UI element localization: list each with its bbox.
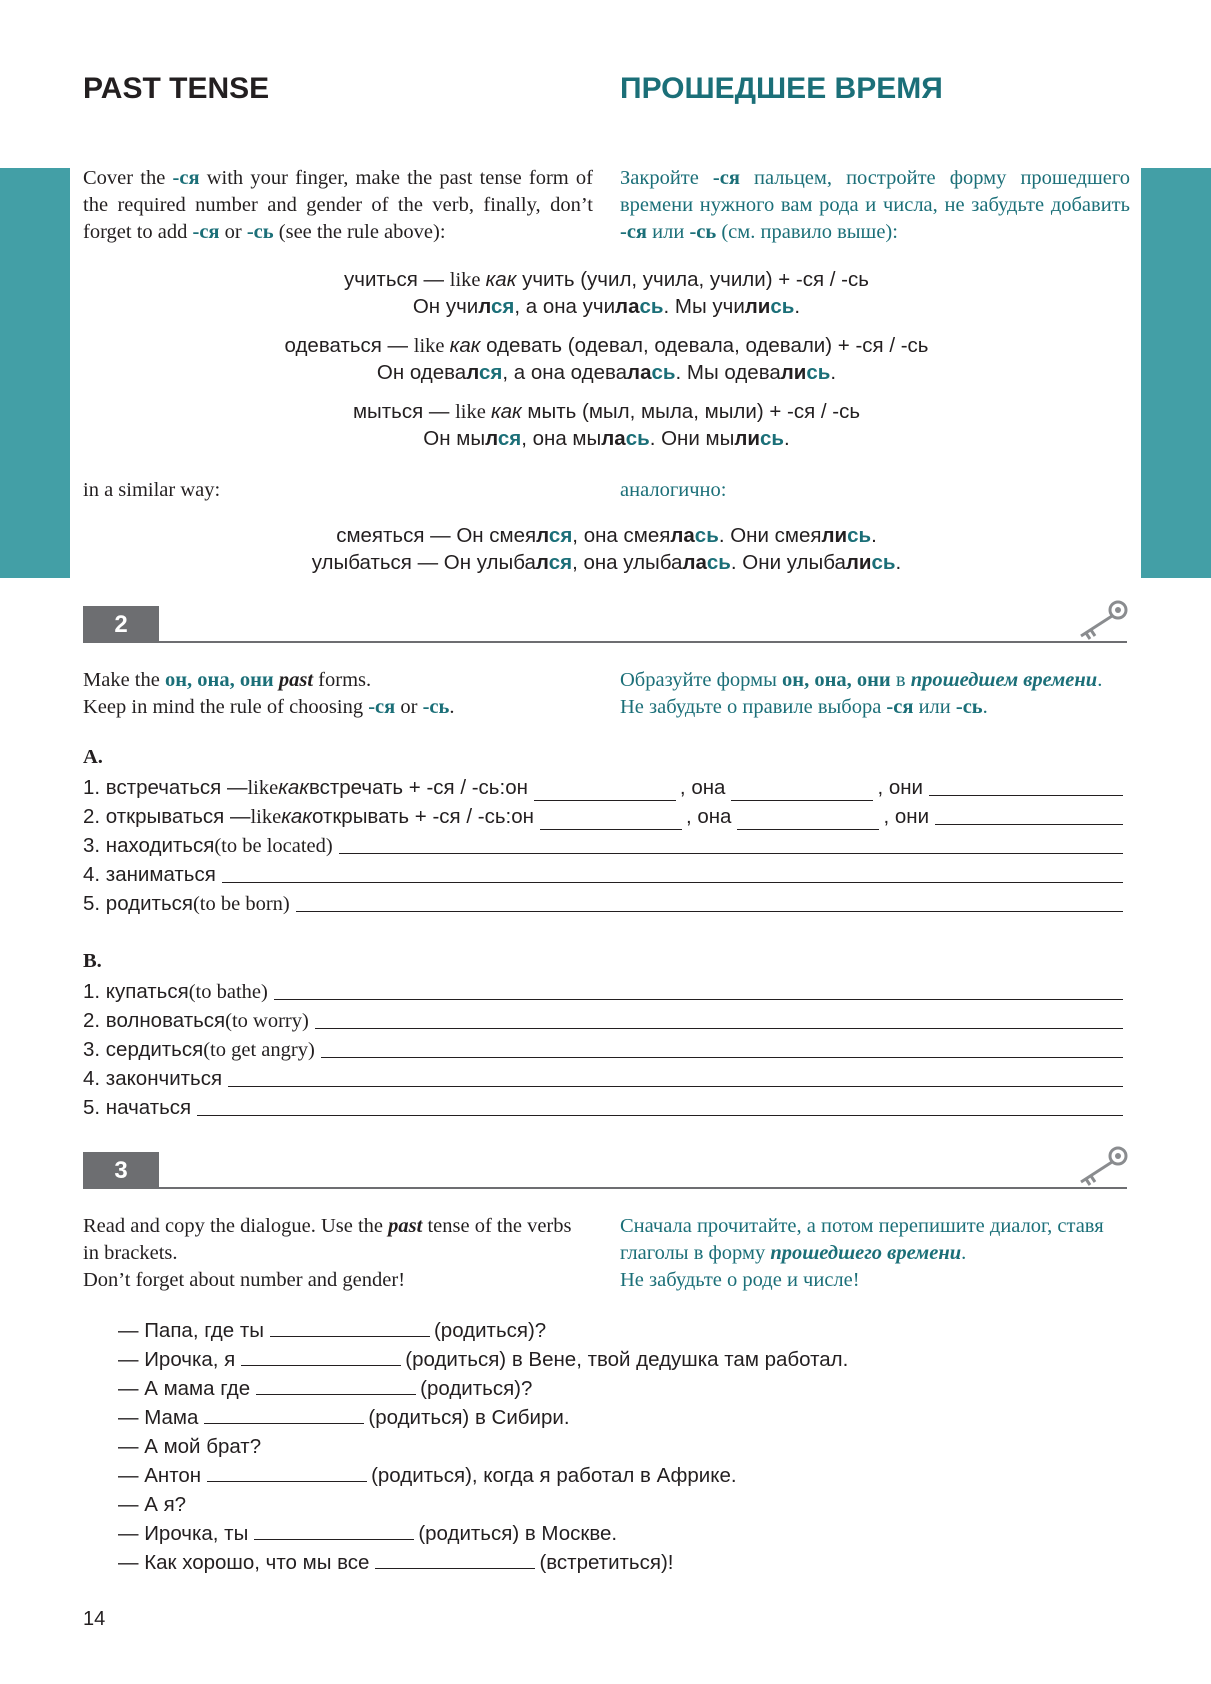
example-forms-3: Он мылся, она мылась. Они мылись. [423, 427, 790, 450]
answer-line[interactable] [228, 1086, 1123, 1087]
part-b-item-4: 4. закончиться [83, 1066, 1123, 1092]
dialogue-line: — Мама (родиться) в Сибири. [118, 1406, 570, 1429]
dialogue-line: — Ирочка, ты (родиться) в Москве. [118, 1522, 618, 1545]
exercise-divider [159, 641, 1127, 643]
example-rule-2: одеваться — like как одевать (одевал, одевала, одевали) + -ся / -сь [284, 334, 929, 357]
part-b-item-5: 5. начаться [83, 1095, 1123, 1121]
answer-line[interactable] [929, 795, 1123, 796]
decorative-band-right [1141, 168, 1211, 578]
exercise-number-3: 3 [83, 1152, 159, 1189]
example-rule-1: учиться — like как учить (учил, учила, учили) + -ся / -сь [344, 268, 869, 291]
answer-blank[interactable] [540, 829, 682, 830]
answer-blank[interactable] [207, 1481, 367, 1482]
answer-blank[interactable] [204, 1423, 364, 1424]
answer-blank[interactable] [270, 1336, 430, 1337]
answer-line[interactable] [935, 824, 1123, 825]
answer-blank[interactable] [375, 1568, 535, 1569]
dialogue-line: — А я? [118, 1493, 187, 1516]
exercise-divider [159, 1187, 1127, 1189]
answer-blank[interactable] [737, 829, 879, 830]
example-forms-2: Он одевался, а она одевалась. Мы одевались. [376, 361, 837, 384]
example-forms-1: Он учился, а она училась. Мы учились. [412, 295, 801, 318]
key-icon [1075, 1144, 1131, 1188]
answer-blank[interactable] [534, 800, 676, 801]
ex2-instruction-en: Make the он, она, они past forms. Keep in mind the rule of choosing -ся or -сь. [83, 669, 455, 718]
answer-blank[interactable] [256, 1394, 416, 1395]
part-a-item-3: 3. находиться (to be located) [83, 833, 1123, 859]
part-b-label: B. [83, 950, 102, 972]
part-a-item-4: 4. заниматься [83, 862, 1123, 888]
ex3-instruction-en: Read and copy the dialogue. Use the past tense of the verbs in brackets. Don’t forget about number and gender! [83, 1215, 572, 1291]
answer-line[interactable] [296, 911, 1123, 912]
answer-blank[interactable] [241, 1365, 401, 1366]
answer-blank[interactable] [254, 1539, 414, 1540]
dialogue-line: — Антон (родиться), когда я работал в Африке. [118, 1464, 737, 1487]
answer-line[interactable] [315, 1028, 1123, 1029]
page-number: 14 [83, 1608, 106, 1630]
similar-example-1: смеяться — Он смеялся, она смеялась. Они смеялись. [336, 524, 877, 547]
dialogue-line: — Как хорошо, что мы все (встретиться)! [118, 1551, 674, 1574]
part-b-item-2: 2. волноваться (to worry) [83, 1008, 1123, 1034]
part-a-label: A. [83, 746, 103, 768]
intro-en: Cover the -ся with your finger, make the past tense form of the required number and gender of the verb, finally, don’t forget to add -ся or -сь (see the rule above): [83, 167, 593, 243]
similar-label-ru: аналогично: [620, 479, 727, 501]
similar-example-2: улыбаться — Он улыбался, она улыбалась. Они улыбались. [311, 551, 902, 574]
ex2-instruction-ru: Образуйте формы он, она, они в прошедшем времени. Не забудьте о правиле выбора -ся или -сь. [620, 669, 1103, 718]
decorative-band-left [0, 168, 70, 578]
part-b-item-1: 1. купаться (to bathe) [83, 979, 1123, 1005]
answer-line[interactable] [197, 1115, 1123, 1116]
answer-line[interactable] [321, 1057, 1123, 1058]
ex3-instruction-ru: Сначала прочитайте, а потом перепишите диалог, ставя глаголы в форму прошедшего времени. Не забудьте о роде и числе! [620, 1215, 1104, 1291]
dialogue-line: — Ирочка, я (родиться) в Вене, твой дедушка там работал. [118, 1348, 849, 1371]
answer-line[interactable] [274, 999, 1123, 1000]
intro-ru: Закройте -ся пальцем, постройте форму прошедшего времени нужного вам рода и числа, не забудьте добавить -ся или -сь (см. правило выше): [620, 167, 1130, 243]
part-a-item-5: 5. родиться (to be born) [83, 891, 1123, 917]
answer-line[interactable] [339, 853, 1123, 854]
dialogue-line: — А мама где (родиться)? [118, 1377, 533, 1400]
dialogue-line: — А мой брат? [118, 1435, 262, 1458]
page-title-en: PAST TENSE [83, 72, 270, 105]
similar-label-en: in a similar way: [83, 479, 221, 501]
answer-blank[interactable] [731, 800, 873, 801]
part-b-item-3: 3. сердиться (to get angry) [83, 1037, 1123, 1063]
dialogue-line: — Папа, где ты (родиться)? [118, 1319, 547, 1342]
page-title-ru: ПРОШЕДШЕЕ ВРЕМЯ [620, 72, 943, 105]
example-rule-3: мыться — like как мыть (мыл, мыла, мыли) + -ся / -сь [352, 400, 861, 423]
part-a-item-2: 2. открываться — like как открывать + -ся / -сь: он , она , они [83, 804, 1123, 830]
key-icon [1075, 598, 1131, 642]
answer-line[interactable] [222, 882, 1123, 883]
exercise-number-2: 2 [83, 606, 159, 643]
part-a-item-1: 1. встречаться — like как встречать + -ся / -сь: он , она , они [83, 775, 1123, 801]
